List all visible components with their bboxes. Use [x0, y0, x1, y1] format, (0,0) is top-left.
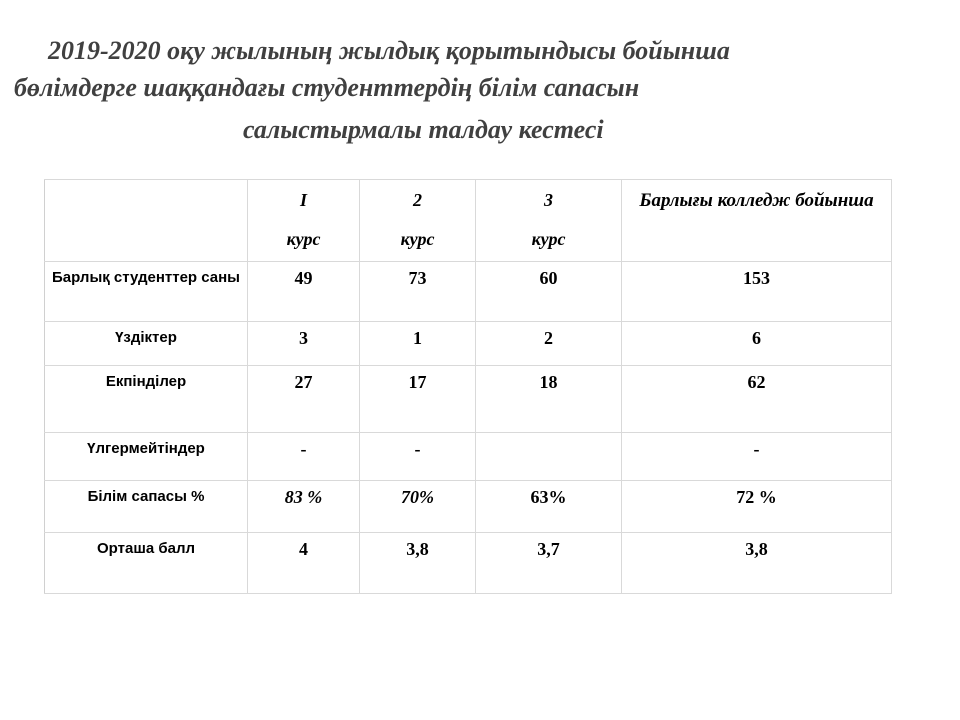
header-course-3-number: 3 [544, 190, 553, 210]
header-college-total [622, 180, 892, 262]
header-course-1-word: курс [286, 229, 321, 249]
cell-college-total: 72 % [622, 481, 892, 533]
table-row [45, 262, 892, 322]
title-line-1: 2019-2020 оқу жылының жылдық қорытындысы бойынша [48, 36, 730, 65]
row-label: Екпінділер [45, 366, 248, 433]
quality-comparison-table [44, 179, 892, 594]
table-row [45, 322, 892, 366]
cell-college-total: 153 [622, 262, 892, 322]
cell-course-1: 83 % [248, 481, 360, 533]
cell-course-3: 18 [476, 366, 622, 433]
header-corner-cell [45, 180, 248, 262]
table-row [45, 481, 892, 533]
cell-course-3: 63% [476, 481, 622, 533]
cell-course-2: 70% [360, 481, 476, 533]
header-course-1-number: I [299, 190, 307, 210]
title-line-2: бөлімдерге шаққандағы студенттердің білім сапасын [14, 73, 640, 102]
table-header-row [45, 180, 892, 262]
cell-course-2: 1 [360, 322, 476, 366]
table-row [45, 366, 892, 433]
cell-course-3: 60 [476, 262, 622, 322]
cell-course-3 [476, 433, 622, 481]
cell-course-2: 73 [360, 262, 476, 322]
row-label: Үздіктер [45, 322, 248, 366]
table-row [45, 433, 892, 481]
cell-course-1: 3 [248, 322, 360, 366]
cell-course-2: 3,8 [360, 533, 476, 594]
cell-course-1: 27 [248, 366, 360, 433]
cell-college-total: 3,8 [622, 533, 892, 594]
title-line-3: салыстырмалы талдау кестесі [243, 115, 604, 144]
header-college-total-label: Барлығы колледж бойынша [639, 190, 874, 211]
header-course-2 [360, 180, 476, 262]
cell-course-2: - [360, 433, 476, 481]
cell-course-3: 2 [476, 322, 622, 366]
cell-course-2: 17 [360, 366, 476, 433]
header-course-1 [248, 180, 360, 262]
cell-course-1: 49 [248, 262, 360, 322]
header-course-3-word: курс [531, 229, 566, 249]
row-label: Білім сапасы % [45, 481, 248, 533]
row-label: Үлгермейтіндер [45, 433, 248, 481]
cell-college-total: 62 [622, 366, 892, 433]
header-course-3 [476, 180, 622, 262]
row-label: Барлық студенттер саны [45, 262, 248, 322]
cell-college-total: - [622, 433, 892, 481]
row-label: Орташа балл [45, 533, 248, 594]
header-course-2-number: 2 [413, 190, 422, 210]
cell-college-total: 6 [622, 322, 892, 366]
cell-course-1: - [248, 433, 360, 481]
cell-course-1: 4 [248, 533, 360, 594]
header-course-2-word: курс [400, 229, 435, 249]
table-row [45, 533, 892, 594]
cell-course-3: 3,7 [476, 533, 622, 594]
